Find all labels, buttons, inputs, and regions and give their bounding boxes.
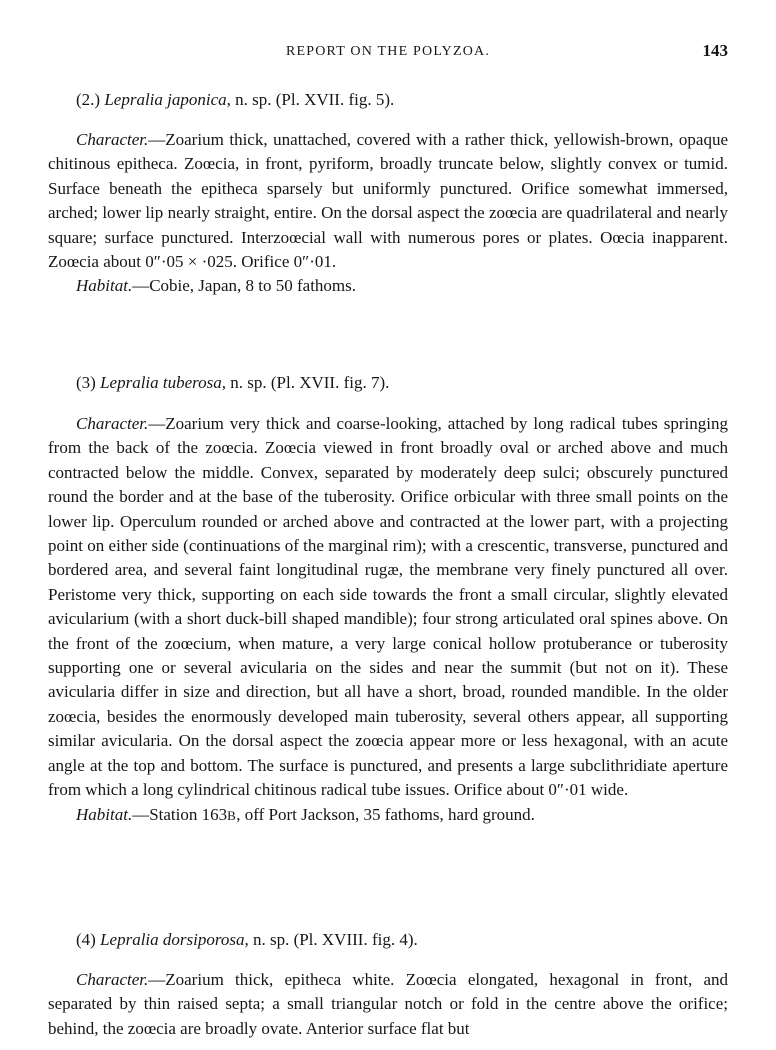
species-section-dorsiporosa (48, 928, 728, 1041)
species-section-tuberosa (48, 371, 728, 828)
species-heading (76, 88, 728, 112)
section-number: (4) (76, 930, 96, 949)
habitat-text: —Cobie, Japan, 8 to 50 fathoms. (132, 276, 357, 296)
character-label: Character. (76, 414, 149, 433)
page-header (48, 40, 728, 66)
species-heading (76, 928, 728, 952)
character-paragraph (48, 968, 728, 1041)
habitat-paragraph (48, 803, 728, 828)
habitat-station: —Station 163 (132, 804, 228, 824)
species-name: Lepralia japonica (104, 90, 227, 109)
species-name: Lepralia tuberosa (100, 373, 222, 392)
habitat-label: Habitat. (76, 276, 133, 296)
character-label: Character. (76, 130, 149, 149)
habitat-station-letter: B (227, 807, 237, 823)
character-text: —Zoarium thick, epitheca white. Zoœcia elongated, hexagonal in front, and separated by thin raised septa; a small triangular notch or fold in the centre above the orifice; behind, the zoœcia are broadly ovate. Anterior surface flat but (48, 970, 728, 1038)
character-paragraph (48, 412, 728, 803)
species-name: Lepralia dorsiporosa (100, 930, 245, 949)
page-number: 143 (702, 41, 728, 60)
species-reference: , n. sp. (Pl. XVII. fig. 5). (226, 90, 395, 109)
running-head: REPORT ON THE POLYZOA. (285, 44, 491, 59)
species-heading (76, 371, 728, 395)
species-reference: , n. sp. (Pl. XVII. fig. 7). (221, 373, 390, 392)
character-paragraph (48, 128, 728, 274)
habitat-text: , off Port Jackson, 35 fathoms, hard ground. (236, 804, 535, 824)
character-label: Character. (76, 970, 149, 989)
section-number: (3) (76, 373, 96, 392)
section-number: (2.) (76, 90, 101, 109)
habitat-label: Habitat. (76, 804, 133, 824)
character-text: —Zoarium very thick and coarse-looking, attached by long radical tubes springing from the back of the zoœcia. Zoœcia viewed in front broadly oval or arched above and much contracted below the middle. Convex, separated by moderately deep sulci; obscurely punctured round the border and at the base of the tuberosity. Orifice orbicular with three small points on the lower lip. Operculum rounded or arched above and contracted at the lower part, with a projecting point on either side (continuations of the marginal rim); with a crescentic, transverse, punctured and bordered area, and several faint longitudinal rugæ, the membrane very finely punctured all over. Peristome very thick, supporting on each side towards the front a small circular, slightly elevated avicularium (with a short duck-bill shaped mandible); four strong articulated oral spines above. On the front of the zoœcium, when mature, a very large conical hollow protuberance or tuberosity supporting one or several avicularia on the sides and near the summit (but not on it). These avicularia differ in size and direction, but all have a short, broad, rounded mandible. In the older zoœcia, besides the enormously developed main tuberosity, several others appear, all supporting similar avicularia. On the dorsal aspect the zoœcia appear more or less hexagonal, with an acute angle at the top and bottom. The surface is punctured, and presents a large subclithridiate aperture from which a long cylindrical chitinous radical tube issues. Orifice about 0″·01 wide. (48, 414, 728, 800)
character-text: —Zoarium thick, unattached, covered with a rather thick, yellowish-brown, opaque chitinous epitheca. Zoœcia, in front, pyriform, broadly truncate below, slightly convex or tumid. Surface beneath the epitheca sparsely but uniformly punctured. Orifice somewhat immersed, arched; lower lip nearly straight, entire. On the dorsal aspect the zoœcia are quadrilateral and nearly square; surface punctured. Interzoœcial wall with numerous pores or plates. Oœcia inapparent. Zoœcia about 0″·05 × ·025. Orifice 0″·01. (48, 130, 728, 272)
species-section-japonica (48, 88, 728, 299)
habitat-paragraph (48, 274, 728, 298)
species-reference: , n. sp. (Pl. XVIII. fig. 4). (244, 930, 418, 949)
